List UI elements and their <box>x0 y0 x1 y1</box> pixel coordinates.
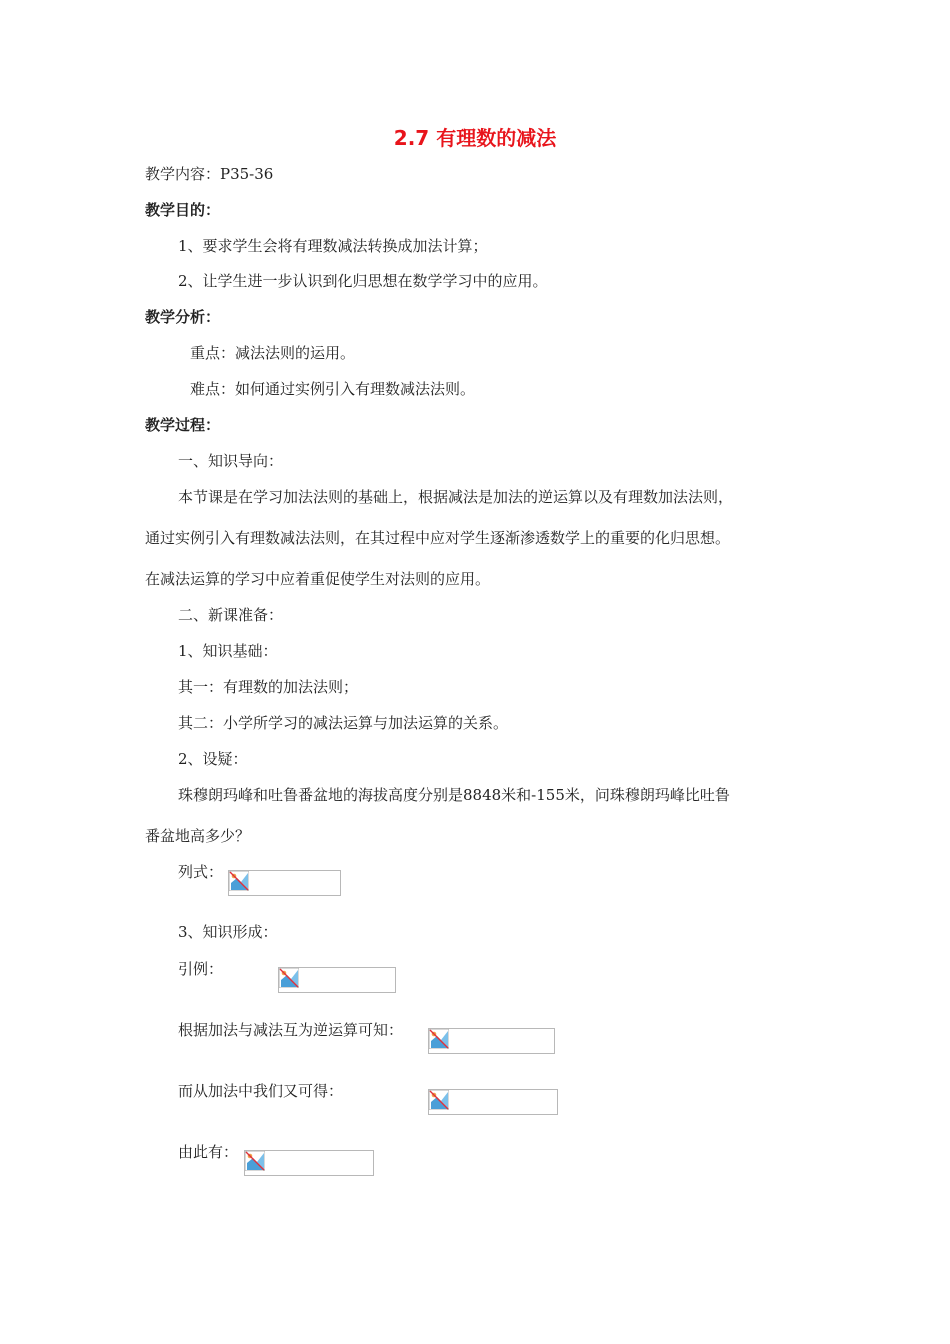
process-heading: 教学过程： <box>145 416 221 434</box>
inverse-label: 根据加法与减法互为逆运算可知： <box>178 1021 404 1039</box>
example-label: 引例： <box>178 960 224 978</box>
objective-item: 1、要求学生会将有理数减法转换成加法计算； <box>178 237 488 255</box>
objectives-heading: 教学目的： <box>145 201 221 219</box>
objective-item: 2、让学生进一步认识到化归思想在数学学习中的应用。 <box>178 272 548 290</box>
section2-title: 二、新课准备： <box>178 606 284 624</box>
formula-image-placeholder <box>228 870 341 896</box>
addition-image-placeholder <box>428 1089 558 1115</box>
broken-image-icon <box>429 1090 449 1110</box>
knowledge-base-item: 其二：小学所学习的减法运算与加法运算的关系。 <box>178 714 509 732</box>
question-line: 番盆地高多少？ <box>145 827 251 845</box>
broken-image-icon <box>245 1151 265 1171</box>
formation-title: 3、知识形成： <box>178 923 278 941</box>
example-image-placeholder <box>278 967 396 993</box>
broken-image-icon <box>229 871 249 891</box>
key-point: 重点：减法法则的运用。 <box>190 344 356 362</box>
inverse-image-placeholder <box>428 1028 555 1054</box>
therefore-image-placeholder <box>244 1150 374 1176</box>
section1-paragraph-line: 通过实例引入有理数减法法则，在其过程中应对学生逐渐渗透数学上的重要的化归思想。 <box>145 529 731 547</box>
broken-image-icon <box>429 1029 449 1049</box>
analysis-heading: 教学分析： <box>145 308 221 326</box>
question-title: 2、设疑： <box>178 750 248 768</box>
broken-image-icon <box>279 968 299 988</box>
difficult-point: 难点：如何通过实例引入有理数减法法则。 <box>190 380 476 398</box>
knowledge-base-title: 1、知识基础： <box>178 642 278 660</box>
section1-paragraph-line: 本节课是在学习加法法则的基础上，根据减法是加法的逆运算以及有理数加法法则， <box>178 488 734 506</box>
addition-label: 而从加法中我们又可得： <box>178 1082 344 1100</box>
page-title: 2.7 有理数的减法 <box>393 126 557 150</box>
section1-paragraph-line: 在减法运算的学习中应着重促使学生对法则的应用。 <box>145 570 491 588</box>
question-line: 珠穆朗玛峰和吐鲁番盆地的海拔高度分别是8848米和-155米，问珠穆朗玛峰比吐鲁 <box>178 786 730 804</box>
knowledge-base-item: 其一：有理数的加法法则； <box>178 678 359 696</box>
content-line: 教学内容：P35-36 <box>145 165 274 183</box>
section1-title: 一、知识导向： <box>178 452 284 470</box>
therefore-label: 由此有： <box>178 1143 239 1161</box>
formula-label: 列式： <box>178 863 224 881</box>
